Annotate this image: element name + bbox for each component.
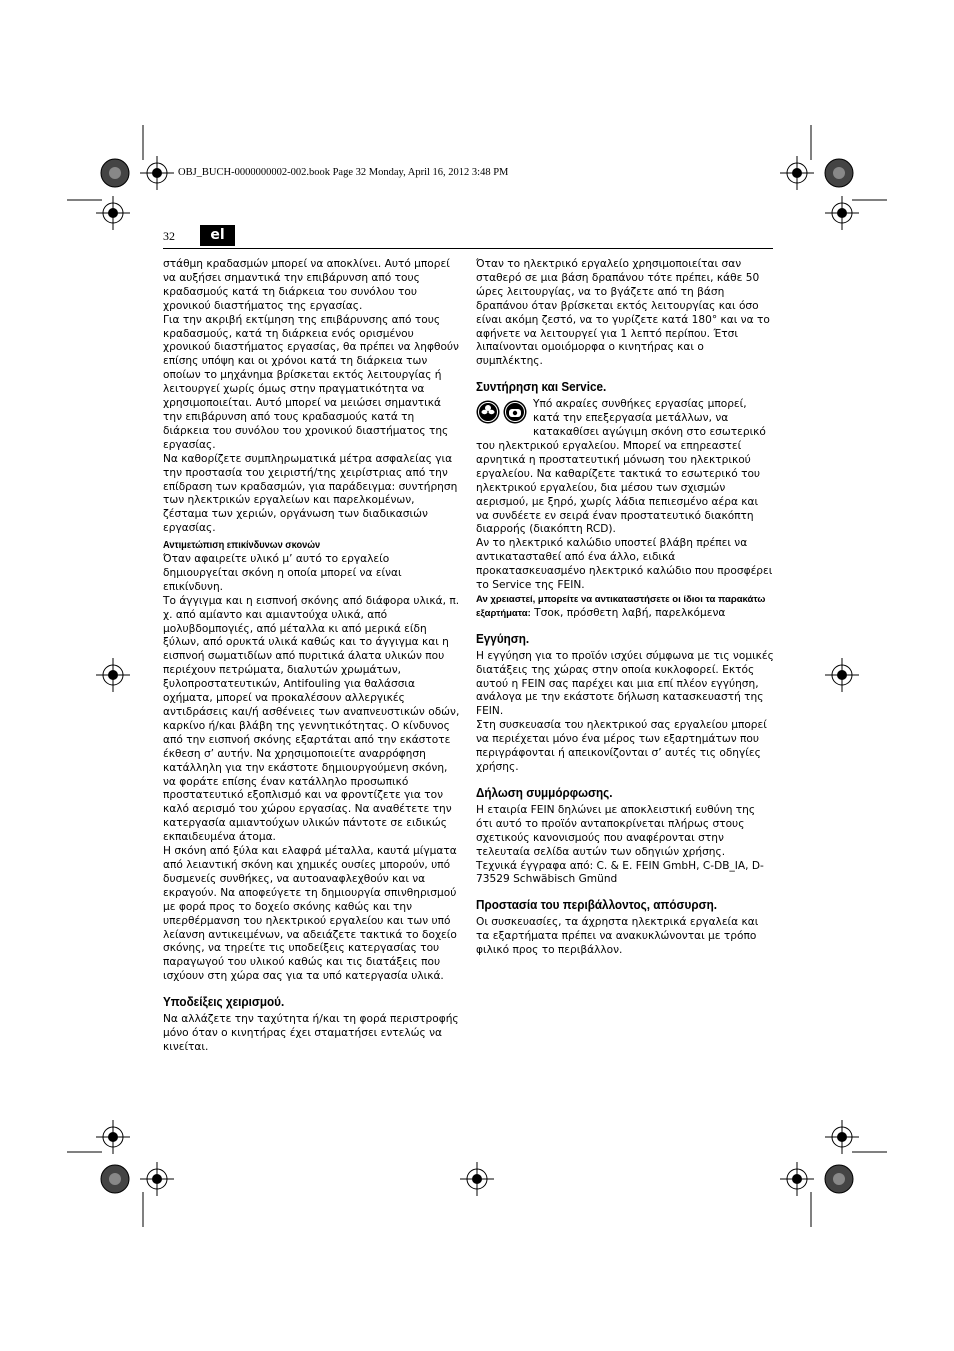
safety-icons — [476, 400, 527, 424]
book-info: OBJ_BUCH-0000000002-002.book Page 32 Monday, April 16, 2012 3:48 PM — [178, 167, 509, 178]
right-column — [476, 258, 774, 958]
paragraph: Η εγγύηση για το προϊόν ισχύει σύμφωνα με τις νομικές διατάξεις της χώρας στην οποία κυκλοφορεί. Εκτός αυτού η FEIN σας παρέχει και μια επί πλέον εγγύηση, ανάλογα με την εκάστοτε δήλωση κατασκευαστή της FEIN. — [476, 649, 774, 718]
warranty-heading: Εγγύηση. — [476, 630, 530, 646]
paragraph: Για την ακριβή εκτίμηση της επιβάρυνσης από τους κραδασμούς, κατά τη διάρκεια ενός ορισμένου χρονικού διαστήματος εργασίας, θα πρέπει να ληφθούν επίσης υπόψη και οι χρόνοι κατά τη διάρκεια των οποίων το μηχάνημα βρίσκεται εκτός λειτουργίας ή λειτουργεί χωρίς όμως στην πραγματικότητα να χρησιμοποιείται. Αυτό μπορεί να μειώσει σημαντικά την επιβάρυνση από τους κραδασμούς κατά τη διάρκεια του συνόλου του χρονικού διαστήματος της εργασίας. — [163, 313, 459, 451]
paragraph — [476, 593, 774, 621]
paragraph: Στη συσκευασία του ηλεκτρικού σας εργαλείου μπορεί να περιέχεται μόνο ένα μέρος των εξαρτημάτων που περιγράφονται ή απεικονίζονται σ’ αυτές τις οδηγίες χρήσης. — [476, 719, 767, 773]
paragraph: Η σκόνη από ξύλα και ελαφρά μέταλλα, καυτά μίγματα από λειαντική σκόνη και χημικές ουσίες μπορούν, υπό δυσμενείς συνθήκες, να αυτοαναφλεχθούν και να εκραγούν. Να αποφεύγετε τη δημιουργία σπινθηρισμού με φορά προς το δοχείο σκόνης καθώς και την υπερθέρμανση του ηλεκτρικού εργαλείου και των υπό λείανση αντικειμένων, να αδειάζετε τακτικά το δοχείο σκόνης, να τηρείτε τις υποδείξεις κατεργασίας του παραγωγού του υλικού καθώς και τις διατάξεις που ισχύουν στη χώρα σας για τα υπό κατεργασία υλικά. — [163, 845, 457, 983]
paragraph: στάθμη κραδασμών μπορεί να αποκλίνει. Αυτό μπορεί να αυξήσει σημαντικά την επιβάρυνση από τους κραδασμούς κατά τη διάρκεια του συνόλου του χρονικού διαστήματος της εργασίας. — [163, 258, 450, 312]
paragraph: Αν το ηλεκτρικό καλώδιο υποστεί βλάβη πρέπει να αντικατασταθεί από ένα άλλο, ειδικά προκατασκευασμένο ηλεκτρικό καλώδιο που προσφέρει το Service της FEIN. — [476, 537, 773, 592]
handling-heading: Υποδείξεις χειρισμού. — [163, 994, 285, 1010]
page-number: 32 — [163, 229, 175, 243]
paragraph: Τεχνικά έγγραφα από: C. & E. FEIN GmbH, C-DB_IA, D-73529 Schwäbisch Gmünd — [476, 859, 764, 886]
environment-heading: Προστασία του περιβάλλοντος, απόσυρση. — [476, 897, 717, 913]
service-text: Υπό ακραίες συνθήκες εργασίας μπορεί, κατά την επεξεργασία μετάλλων, να κατακαθίσει αγώγιμη σκόνη στο εσωτερικό του ηλεκτρικού εργαλείου. Μπορεί να επηρεαστεί αρνητικά η προστατευτική μόνωση του ηλεκτρικού εργαλείου. Να καθαρίζετε τακτικά το εσωτερικό του ηλεκτρικού εργαλείου, δια μέσου των σχισμών αερισμού, με ξηρό, χωρίς λάδια πεπιεσμένο αέρα και να συνδέετε εν σειρά έναν προστατευτικό διακόπτη διαρροής (διακόπτη RCD). — [476, 398, 766, 536]
paragraph — [476, 398, 774, 537]
paragraph: Όταν το ηλεκτρικό εργαλείο χρησιμοποιείται σαν σταθερό σε μια βάση δραπάνου τότε πρέπει, κάθε 50 ώρες λειτουργίας, να το βγάζετε από τη βάση δραπάνου όταν βρίσκεται εκτός λειτουργίας και όσο είναι ακόμη ζεστό, να το γυρίζετε κατά 180° και να το αφήνετε να λειτουργεί για 1 λεπτό περίπου. Έτσι λιπαίνονται ομοιόμορφα ο κινητήρας και ο συμπλέκτης. — [476, 258, 770, 368]
mask-icon — [503, 400, 527, 424]
paragraph: Η εταιρία FEIN δηλώνει με αποκλειστική ευθύνη της ότι αυτό το προϊόν ανταποκρίνεται πλήρως στους σχετικούς κανονισμούς που αναφέρονται στην τελευταία σελίδα αυτών των οδηγιών χρήσης. — [476, 803, 756, 858]
paragraph: Το άγγιγμα και η εισπνοή σκόνης από διάφορα υλικά, π. χ. από αμίαντο και αμιαντούχα υλικά, από μολυβδομπογιές, από μέταλλα κι από μερικά είδη ξύλων, από ορυκτά υλικά καθώς και το άγγιγμα και η εισπνοή σωματιδίων από πυριτικά άλατα υλικών που περιέχουν πετρώματα, διαλυτών χρωμάτων, ξυλοπροστατευτικών, Antifouling για θαλάσσια οχήματα, μπορεί να προκαλέσουν αλλεργικές αντιδράσεις και/ή ασθένειες των αναπνευστικών οδών, καρκίνο ή/και βλάβη της γεννητικότητας. Ο κίνδυνος από την εισπνοή σκόνης εξαρτάται από την εκάστοτε έκθεση σ’ αυτήν. Να χρησιμοποιείτε αναρρόφηση κατάλληλη για την εκάστοτε δημιουργούμενη σκόνη, να φοράτε επίσης έναν κατάλληλο προσωπικό προστατευτικό εξοπλισμό και να φροντίζετε για τον καλό αερισμό του χώρου εργασίας. Να αναθέτετε την κατεργασία αμιαντούχων υλικών πάντοτε σε ειδικώς εκπαιδευμένα άτομα. — [163, 594, 460, 844]
header-rule — [163, 248, 773, 249]
language-tab: el — [200, 225, 235, 246]
paragraph: Οι συσκευασίες, τα άχρηστα ηλεκτρικά εργαλεία και τα εξαρτήματα πρέπει να ανακυκλώνονται με τρόπο φιλικό προς το περιβάλλον. — [476, 916, 759, 957]
left-column — [163, 258, 461, 1055]
paragraph: Να καθορίζετε συμπληρωματικά μέτρα ασφαλείας για την προστασία του χειριστή/της χειρίστριας από την επίδραση των κραδασμών, για παράδειγμα: συντήρηση των ηλεκτρικών εργαλείων και παρελκομένων, ζέσταμα των χεριών, οργάνωση των διαδικασιών εργασίας. — [163, 452, 458, 535]
eye-protection-icon — [476, 400, 500, 424]
service-heading: Συντήρηση και Service. — [476, 379, 607, 395]
inline-text: Τσοκ, πρόσθετη λαβή, παρελκόμενα — [530, 606, 726, 619]
paragraph: Να αλλάζετε την ταχύτητα ή/και τη φορά περιστροφής μόνο όταν ο κινητήρας έχει σταματήσει εντελώς να κινείται. — [163, 1013, 459, 1053]
dust-heading: Αντιμετώπιση επικίνδυνων σκονών — [163, 539, 321, 552]
paragraph: Όταν αφαιρείτε υλικό μ’ αυτό το εργαλείο δημιουργείται σκόνη η οποία μπορεί να είναι επικίνδυνη. — [163, 553, 402, 593]
inline-bold-text: Αν χρειαστεί, μπορείτε να αντικαταστήσετε οι ίδιοι τα παρακάτω εξαρτήματα: — [476, 593, 766, 619]
conformity-heading: Δήλωση συμμόρφωσης. — [476, 784, 613, 800]
